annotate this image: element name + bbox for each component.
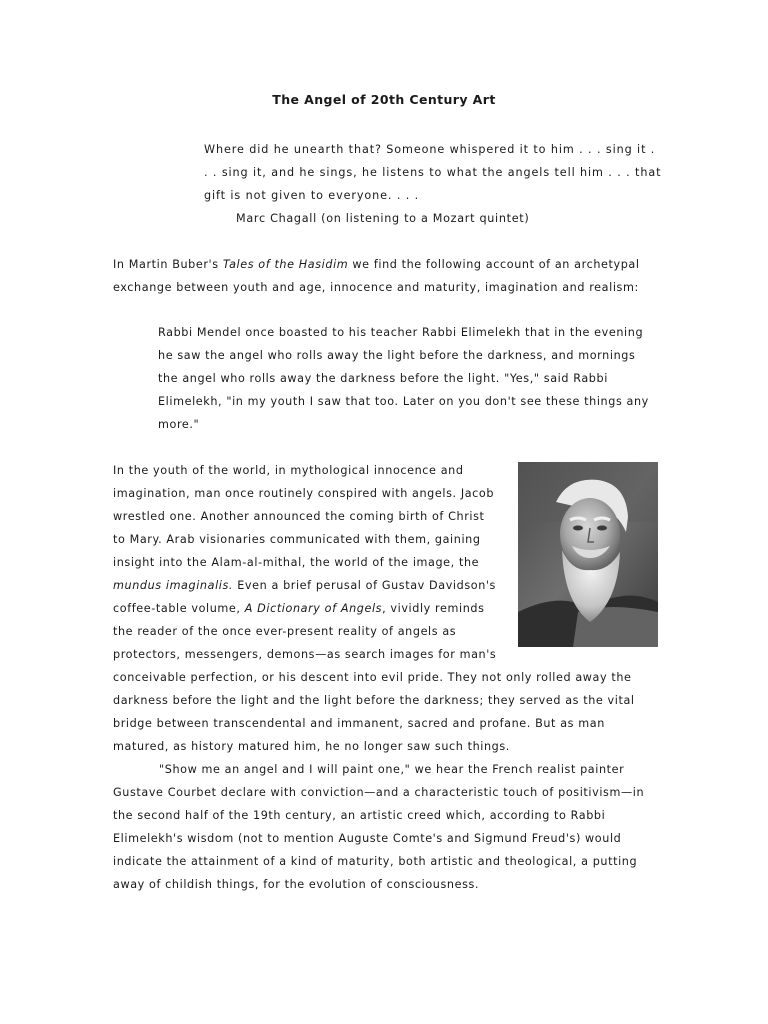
paragraph-one-italic-2: A Dictionary of Angels <box>244 602 383 615</box>
epigraph-text: Where did he unearth that? Someone whispered it to him . . . sing it . . . sing it, and he sings, he listens to what the angels tell him . . . that gift is not given to everyone. . . . <box>204 143 662 202</box>
epigraph-attribution: Marc Chagall (on listening to a Mozart quintet) <box>236 212 530 225</box>
paragraph-one-part-1: In the youth of the world, in mythological innocence and imagination, man once routinely conspired with angels. Jacob wrestled one. Another announced the coming birth of Christ to Mary. Arab visionaries communicated with them, gaining insight into the Alam-al-mithal, the world of the image, the <box>113 464 495 569</box>
paragraph-one-part-2: Even a brief perusal of Gustav Davidson's coffee-table volume, <box>113 579 496 615</box>
intro-paragraph <box>113 253 658 299</box>
intro-text-after: we find the following account of an archetypal exchange between youth and age, innocence and maturity, imagination and realism: <box>113 258 640 294</box>
page-title: The Angel of 20th Century Art <box>272 92 496 107</box>
paragraph-one-italic-1: mundus imaginalis. <box>113 579 234 592</box>
paragraph-one-part-3: , vividly reminds the reader of the once ever-present reality of angels as protectors, messengers, demons—as search images for man's conceivable perfection, or his descent into evil pride. They not only rolled away the darkness before the light and the light before the darkness; they served as the vital bridge between transcendental and immanent, sacred and profane. But as man matured, as history matured him, he no longer saw such things. <box>113 602 635 753</box>
paragraph-two: "Show me an angel and I will paint one," we hear the French realist painter Gustave Courbet declare with conviction—and a characteristic touch of positivism—in the second half of the 19th century, an artistic creed which, according to Rabbi Elimelekh's wisdom (not to mention Auguste Comte's and Sigmund Freud's) would indicate the attainment of a kind of maturity, both artistic and theological, a putting away of childish things, for the evolution of consciousness. <box>113 763 645 891</box>
portrait-image <box>518 462 658 647</box>
intro-book-title: Tales of the Hasidim <box>222 258 349 271</box>
portrait-photo <box>518 462 658 647</box>
main-text <box>113 459 658 896</box>
intro-text-before: In Martin Buber's <box>113 258 223 271</box>
epigraph <box>204 138 664 230</box>
block-quote: Rabbi Mendel once boasted to his teacher Rabbi Elimelekh that in the evening he saw the angel who rolls away the light before the darkness, and mornings the angel who rolls away the darkness before the light. "Yes," said Rabbi Elimelekh, "in my youth I saw that too. Later on you don't see these things any more." <box>158 326 649 431</box>
